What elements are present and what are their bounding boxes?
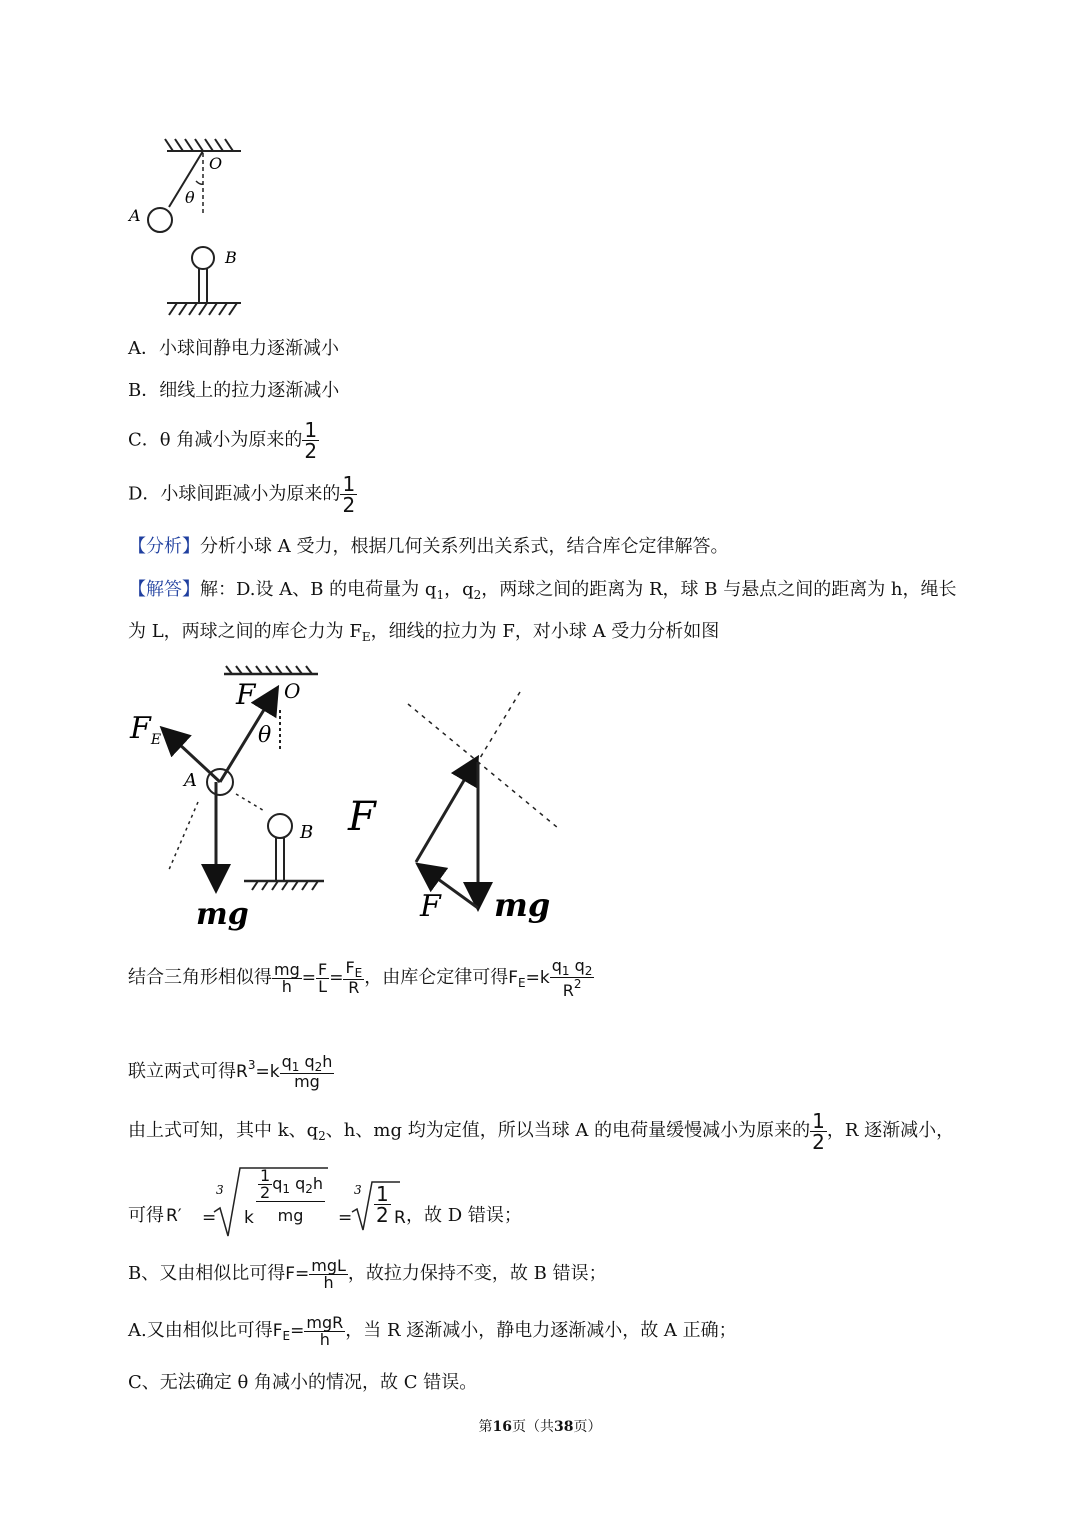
- label-mg: mg: [196, 897, 249, 932]
- derivation-line-3: 由上式可知，其中 k、$q_2$、h、mg 均为定值，所以当球 A 的电荷量缓慢减小为原来的 $\frac{1}{2}$ ，R 逐渐减小，: [128, 1108, 955, 1154]
- label-a: A: [184, 770, 197, 791]
- label-b: B: [300, 822, 314, 843]
- label-o: O: [209, 154, 223, 173]
- derivation-line-2: 联立两式可得$R^3=k$ $\frac{q_1 q_2h}{mg}$: [128, 1052, 333, 1091]
- fraction-f-l: $\frac{F}{L}$: [318, 959, 328, 996]
- label-fe-triangle: F: [420, 889, 441, 924]
- fraction-mgl-h: $\frac{\text{mgL}}{h}$: [311, 1255, 346, 1292]
- label-tension: F: [236, 678, 256, 711]
- label-a: A: [129, 206, 141, 225]
- fraction-half: $\frac{1}{2}$: [342, 472, 356, 517]
- fraction-half: $\frac{1}{2}$: [260, 1166, 271, 1202]
- label-b: B: [225, 248, 237, 267]
- analysis-text: 分析小球 A 受力，根据几何关系列出关系式，结合库仑定律解答。: [200, 536, 729, 557]
- analysis-line: [128, 535, 728, 559]
- svg-text:3: 3: [354, 1183, 362, 1197]
- option-c-text: C．θ 角减小为原来的: [128, 429, 303, 451]
- fraction-mgr-h: $\frac{\text{mgR}}{h}$: [306, 1312, 344, 1349]
- force-diagram: [128, 662, 568, 932]
- derivation-line-1: 结合三角形相似得 $\frac{mg}{h}$ = $\frac{F}{L}$ = $\frac{F_E}{R}$ ，由库仑定律可得$F_E=k$ $\frac{q_1 q_2}{R^2}$: [128, 955, 593, 1000]
- solution-line-2: 为 L，两球之间的库仑力为 $F_E$，细线的拉力为 F，对小球 A 受力分析如图: [128, 621, 720, 644]
- derivation-line-7: C、无法确定 θ 角减小的情况，故 C 错误。: [128, 1372, 478, 1393]
- fraction-r-cubed: $\frac{q_1 q_2h}{mg}$: [281, 1052, 333, 1091]
- option-c: [128, 420, 319, 461]
- label-theta: θ: [258, 723, 272, 748]
- fraction-half: $\frac{1}{2}$: [812, 1108, 825, 1154]
- fraction-half: $\frac{1}{2}$: [376, 1182, 389, 1227]
- page-number: 16: [492, 1419, 512, 1435]
- label-theta: θ: [185, 188, 195, 207]
- option-d-text: D．小球间距减小为原来的: [128, 483, 341, 505]
- derivation-line-5: B、又由相似比可得F= $\frac{\text{mgL}}{h}$ ，故拉力保持不变，故 B 错误；: [128, 1255, 607, 1292]
- analysis-tag: 【分析】: [128, 536, 200, 557]
- page-total: 38: [554, 1419, 574, 1435]
- label-o: O: [284, 679, 301, 703]
- solution-line-1: 【解答】解：D.设 A、B 的电荷量为 $q_1$，$q_2$，两球之间的距离为 R，球 B 与悬点之间的距离为 h，绳长: [128, 579, 957, 602]
- pendulum-figure: [125, 135, 255, 320]
- label-f-big: F: [348, 794, 376, 840]
- option-a: A．小球间静电力逐渐减小: [128, 338, 339, 359]
- label-fe: $F_E$: [130, 711, 162, 748]
- solution-tag: 【解答】: [128, 579, 200, 600]
- label-mg-triangle: mg: [494, 886, 551, 924]
- option-d: [128, 474, 357, 515]
- fraction-fe-r: $\frac{F_E}{R}$: [345, 958, 363, 997]
- svg-text:3: 3: [216, 1183, 224, 1197]
- fraction-half: $\frac{1}{2}$: [304, 418, 318, 463]
- derivation-line-6: A.又由相似比可得$F_E=$ $\frac{\text{mgR}}{h}$ ，当 R 逐渐减小，静电力逐渐减小，故 A 正确；: [128, 1312, 737, 1349]
- option-b: B．细线上的拉力逐渐减小: [128, 380, 340, 401]
- fraction-mg-h: $\frac{mg}{h}$: [274, 959, 300, 996]
- page-footer: 第16页（共38页）: [478, 1419, 602, 1435]
- fraction-coulomb: $\frac{q_1 q_2}{R^2}$: [551, 955, 593, 1000]
